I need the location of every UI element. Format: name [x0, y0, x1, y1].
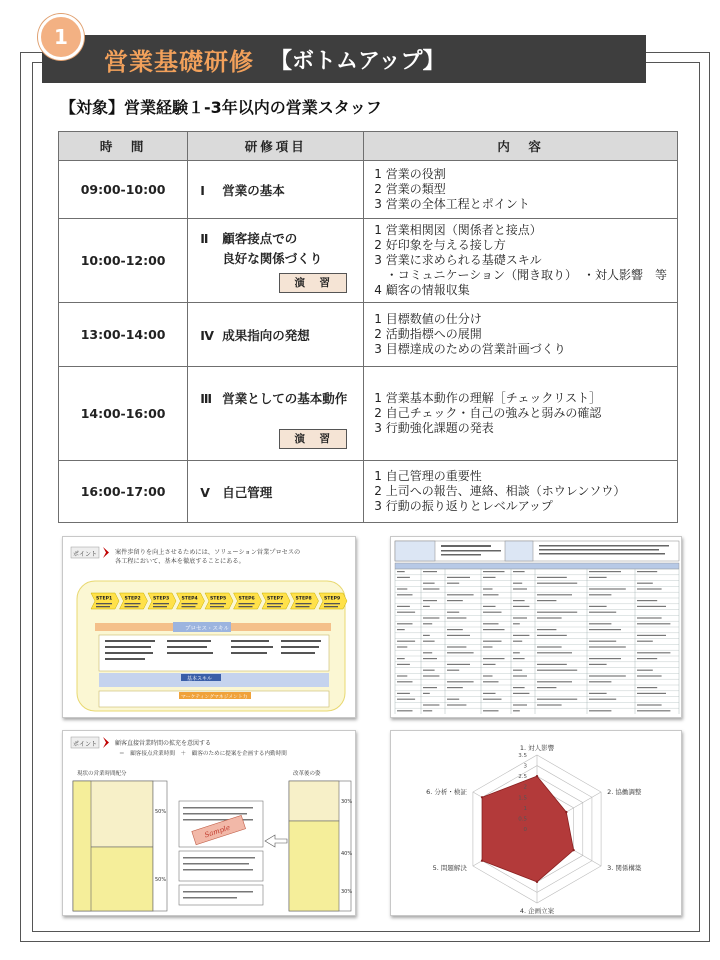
title-bar	[42, 35, 646, 83]
content-line: 3 目標達成のための営業計画づくり	[374, 342, 566, 356]
step-chevron	[262, 593, 290, 609]
content-line: 1 自己管理の重要性	[374, 469, 482, 483]
radar-category-label: 6. 分析・検証	[426, 788, 467, 796]
radar-point	[481, 860, 483, 862]
content-line: 2 活動指標への展開	[374, 327, 482, 341]
radar-tick-label: 2.5	[518, 774, 527, 781]
svg-text:Sample: Sample	[203, 823, 232, 840]
radar-point	[536, 881, 538, 883]
svg-text:STEP6: STEP6	[238, 596, 255, 602]
time-allocation-diagram	[63, 731, 356, 916]
item-cell	[188, 461, 364, 523]
header-content: 内 容	[364, 132, 678, 161]
table-row	[59, 161, 678, 219]
point-label: ポイント	[73, 741, 98, 748]
step-chevron	[177, 593, 205, 609]
svg-text:STEP1: STEP1	[96, 596, 113, 602]
content-line: 1 営業相関図（関係者と接点）	[374, 223, 542, 237]
checklist-thumbnail	[390, 536, 682, 718]
pct-label: 30%	[341, 799, 353, 805]
transition-arrow-icon	[265, 835, 287, 847]
content-line: 3 行動の振り返りとレベルアップ	[374, 499, 553, 513]
skill-label: プロセス・スキル	[185, 626, 229, 632]
step-chevron	[234, 593, 262, 609]
content-line: 4 顧客の情報収集	[374, 283, 470, 297]
step-chevron	[319, 593, 347, 609]
arrow-icon	[103, 737, 109, 748]
pct-label: 50%	[155, 809, 167, 815]
item-number: Ⅴ	[200, 484, 210, 500]
svg-text:STEP2: STEP2	[124, 596, 141, 602]
radar-category-label: 5. 問題解決	[432, 864, 467, 872]
point-text-line: 案件歩留りを向上させるためには、ソリューション営業プロセスの	[115, 549, 301, 556]
point-text-line: ＝ 顧客接点営業時間 ＋ 顧客のために提案を企画する内勤時間	[119, 751, 287, 757]
header-item: 研修項目	[188, 132, 364, 161]
point-text-line: 各工程において、基本を徹底することにある。	[115, 558, 245, 565]
content-line: 2 自己チェック・自己の強みと弱みの確認	[374, 406, 602, 420]
table-header-row	[59, 132, 678, 161]
pct-label: 50%	[155, 877, 167, 883]
radar-tick-label: 0	[523, 827, 527, 833]
left-title: 現状の営業時間配分	[77, 771, 127, 777]
content-line: 3 営業の全体工程とポイント	[374, 197, 530, 211]
radar-category-label: 2. 協働調整	[607, 788, 642, 796]
svg-text:STEP3: STEP3	[153, 596, 170, 602]
content-cell	[364, 367, 678, 461]
sales-process-thumbnail	[62, 536, 356, 718]
item-cell	[188, 303, 364, 367]
item-title-line2: 良好な関係づくり	[222, 251, 323, 266]
radar-point	[572, 849, 574, 851]
step-chevron	[291, 593, 319, 609]
content-line: 3 行動強化課題の発表	[374, 421, 494, 435]
basic-skill-label: 基本スキル	[187, 676, 212, 682]
step-chevron	[205, 593, 233, 609]
content-line: ・コミュニケーション（聞き取り） ・対人影響 等	[374, 268, 667, 282]
radar-tick-label: 1	[523, 805, 527, 812]
svg-text:STEP4: STEP4	[181, 596, 198, 602]
radar-point	[481, 796, 483, 798]
schedule-table	[58, 131, 678, 523]
content-line: 3 営業に求められる基礎スキル	[374, 253, 542, 267]
content-line: 2 好印象を与える接し方	[374, 238, 506, 252]
svg-text:STEP5: STEP5	[210, 596, 227, 602]
exercise-label: 演 習	[279, 273, 347, 293]
content-line: 2 営業の類型	[374, 182, 446, 196]
table-row	[59, 219, 678, 303]
svg-text:STEP9: STEP9	[324, 596, 341, 602]
item-title: 自己管理	[222, 484, 273, 500]
arrow-icon	[103, 547, 109, 558]
time-cell: 13:00-14:00	[59, 303, 188, 367]
radar-tick-label: 0.5	[518, 816, 527, 823]
content-cell	[364, 303, 678, 367]
item-cell	[188, 219, 364, 303]
radar-category-label: 1. 対人影響	[519, 744, 555, 752]
content-cell	[364, 161, 678, 219]
radar-series-area	[482, 776, 574, 882]
item-title: 成果指向の発想	[222, 327, 310, 343]
right-title: 改革後の姿	[293, 771, 321, 777]
target-audience: 【対象】営業経験１-3年以内の営業スタッフ	[60, 98, 382, 117]
item-number: Ⅰ	[200, 182, 205, 198]
item-title: 営業としての基本動作	[222, 391, 348, 406]
checklist-grid	[395, 569, 679, 714]
pct-label: 30%	[341, 889, 353, 895]
content-line: 1 営業の役割	[374, 167, 446, 181]
page-title-sub: 【ボトムアップ】	[270, 48, 445, 74]
sales-process-diagram	[63, 537, 356, 718]
svg-text:STEP7: STEP7	[267, 596, 284, 602]
step-row	[91, 593, 347, 609]
point-text-line: 顧客直接営業時間の拡充を意図する	[115, 740, 212, 747]
radar-tick-label: 3	[523, 763, 527, 770]
time-cell: 16:00-17:00	[59, 461, 188, 523]
step-chevron	[91, 593, 119, 609]
radar-chart	[391, 731, 682, 916]
header-time: 時 間	[59, 132, 188, 161]
content-line: 1 営業基本動作の理解［チェックリスト］	[374, 391, 602, 405]
table-row	[59, 367, 678, 461]
skill-radar-thumbnail	[390, 730, 682, 916]
item-title: 顧客接点での	[222, 231, 298, 246]
item-number: Ⅳ	[200, 327, 214, 343]
radar-point	[536, 775, 538, 777]
point-label: ポイント	[73, 551, 98, 558]
step-chevron	[148, 593, 176, 609]
content-cell	[364, 461, 678, 523]
time-cell: 14:00-16:00	[59, 367, 188, 461]
radar-tick-label: 2	[523, 784, 527, 791]
content-line: 1 目標数値の仕分け	[374, 312, 482, 326]
radar-tick-label: 3.5	[518, 753, 527, 759]
content-cell	[364, 219, 678, 303]
step-chevron	[120, 593, 148, 609]
content-line: 2 上司への報告、連絡、相談（ホウレンソウ）	[374, 484, 626, 498]
radar-point	[565, 811, 567, 813]
item-number: Ⅲ	[200, 391, 213, 406]
item-cell	[188, 161, 364, 219]
radar-category-label: 4. 企画立案	[519, 907, 555, 915]
svg-text:STEP8: STEP8	[295, 596, 312, 602]
item-cell	[188, 367, 364, 461]
item-title: 営業の基本	[222, 182, 285, 198]
radar-category-label: 3. 関係構築	[607, 864, 642, 872]
item-number: Ⅱ	[200, 231, 209, 246]
marketing-label: マーケティングマネジメント力	[181, 695, 248, 700]
pct-label: 40%	[341, 851, 353, 857]
checklist-table-graphic	[391, 537, 682, 718]
table-row	[59, 461, 678, 523]
time-allocation-thumbnail	[62, 730, 356, 916]
exercise-label: 演 習	[279, 429, 347, 449]
time-cell: 09:00-10:00	[59, 161, 188, 219]
table-row	[59, 303, 678, 367]
time-cell: 10:00-12:00	[59, 219, 188, 303]
radar-tick-label: 1.5	[518, 795, 527, 802]
section-number-badge: 1	[38, 14, 84, 60]
page-title: 営業基礎研修	[104, 47, 254, 76]
